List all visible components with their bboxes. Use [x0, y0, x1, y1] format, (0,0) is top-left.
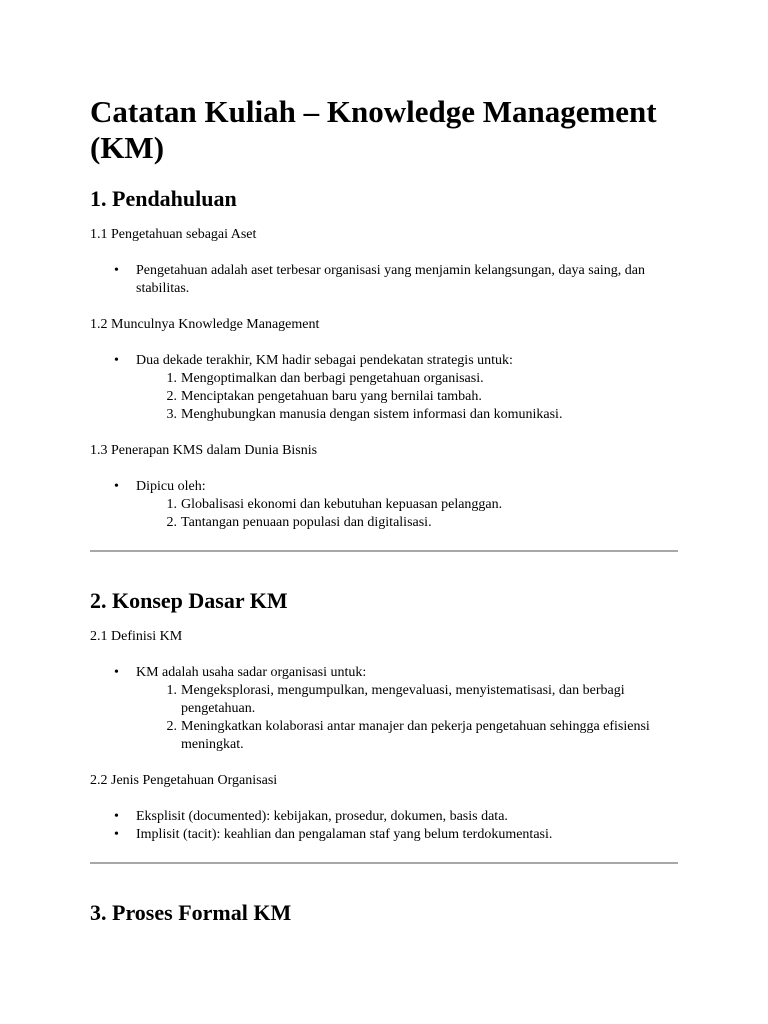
numbered-item: [166, 682, 680, 718]
section-heading: 3. Proses Formal KM: [90, 900, 292, 925]
subsection-title: 1.3 Penerapan KMS dalam Dunia Bisnis: [90, 443, 318, 458]
numbered-item: [166, 406, 680, 424]
subsection-title: 2.1 Definisi KM: [90, 629, 183, 644]
bullet-text: Implisit (tacit): keahlian dan pengalaman staf yang belum terdokumentasi.: [136, 827, 553, 842]
bullet-item: [114, 664, 680, 754]
bullet-text: Eksplisit (documented): kebijakan, prosedur, dokumen, basis data.: [136, 809, 508, 824]
numbered-item-text: Meningkatkan kolaborasi antar manajer dan pekerja pengetahuan sehingga efisiensi meningkat.: [181, 719, 650, 752]
bullet-icon: •: [114, 479, 119, 494]
section-divider: [90, 550, 678, 552]
numbered-item-text: Menghubungkan manusia dengan sistem informasi dan komunikasi.: [181, 407, 563, 422]
bullet-item: [114, 352, 680, 424]
numbered-list: [136, 370, 680, 424]
bullet-text: KM adalah usaha sadar organisasi untuk:: [136, 665, 367, 680]
bullet-text: Dipicu oleh:: [136, 479, 206, 494]
numbered-item-text: Mengeksplorasi, mengumpulkan, mengevaluasi, menyistematisasi, dan berbagi pengetahuan.: [181, 683, 625, 716]
numbered-list: [136, 682, 680, 754]
bullet-item: [114, 808, 680, 826]
bullet-list: [90, 478, 680, 532]
bullet-icon: •: [114, 263, 119, 278]
bullet-item: [114, 262, 680, 298]
numbered-item: [166, 370, 680, 388]
item-number: 2.: [166, 515, 177, 530]
item-number: 2.: [166, 389, 177, 404]
numbered-item-text: Menciptakan pengetahuan baru yang bernilai tambah.: [181, 389, 482, 404]
numbered-list: [136, 496, 680, 532]
bullet-list: [90, 664, 680, 754]
document-content: [90, 94, 680, 940]
section-divider: [90, 862, 678, 864]
bullet-list: [90, 808, 680, 844]
section-heading: 1. Pendahuluan: [90, 186, 237, 211]
sections-container: [90, 186, 680, 926]
subsection-title: 1.2 Munculnya Knowledge Management: [90, 317, 320, 332]
bullet-text: Pengetahuan adalah aset terbesar organisasi yang menjamin kelangsungan, daya saing, dan stabilitas.: [136, 263, 646, 296]
bullet-list: [90, 352, 680, 424]
item-number: 1.: [166, 683, 177, 698]
item-number: 1.: [166, 497, 177, 512]
bullet-icon: •: [114, 809, 119, 824]
numbered-item-text: Globalisasi ekonomi dan kebutuhan kepuasan pelanggan.: [181, 497, 503, 512]
bullet-text: Dua dekade terakhir, KM hadir sebagai pendekatan strategis untuk:: [136, 353, 513, 368]
section-heading: 2. Konsep Dasar KM: [90, 588, 288, 613]
numbered-item-text: Mengoptimalkan dan berbagi pengetahuan organisasi.: [181, 371, 484, 386]
numbered-item: [166, 514, 680, 532]
bullet-item: [114, 826, 680, 844]
numbered-item: [166, 496, 680, 514]
numbered-item: [166, 388, 680, 406]
bullet-icon: •: [114, 353, 119, 368]
bullet-list: [90, 262, 680, 298]
subsection-title: 1.1 Pengetahuan sebagai Aset: [90, 227, 257, 242]
document-title: Catatan Kuliah – Knowledge Management (KM): [90, 94, 657, 165]
item-number: 3.: [166, 407, 177, 422]
bullet-item: [114, 478, 680, 532]
numbered-item-text: Tantangan penuaan populasi dan digitalisasi.: [181, 515, 432, 530]
bullet-icon: •: [114, 665, 119, 680]
item-number: 1.: [166, 371, 177, 386]
numbered-item: [166, 718, 680, 754]
item-number: 2.: [166, 719, 177, 734]
subsection-title: 2.2 Jenis Pengetahuan Organisasi: [90, 773, 278, 788]
bullet-icon: •: [114, 827, 119, 842]
